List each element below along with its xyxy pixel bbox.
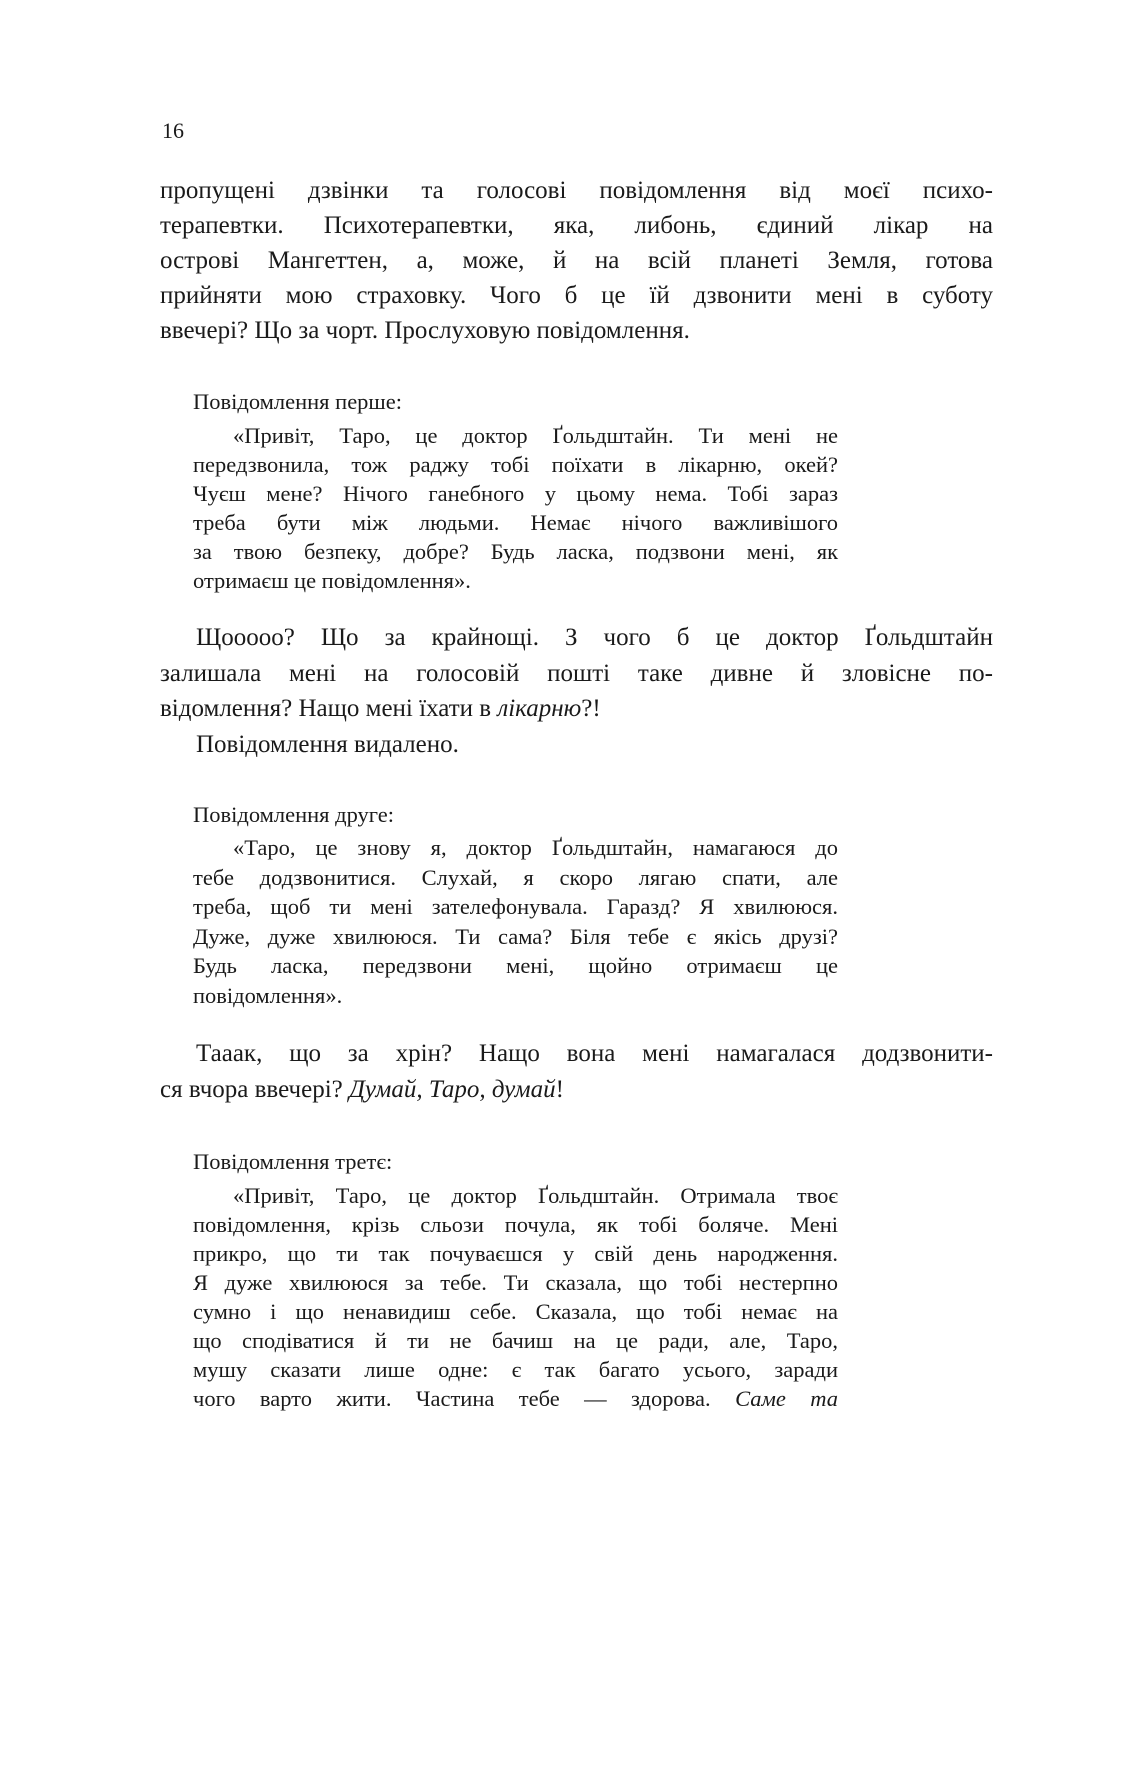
message-heading: Повідомлення перше: <box>193 389 402 414</box>
message-line: передзвонила, тож раджу тобі поїхати в лікарню, окей? <box>193 452 838 477</box>
text-line: терапевтки. Психотерапевтки, яка, либонь, єдиний лікар на <box>160 212 993 239</box>
text-line: пропущені дзвінки та голосові повідомлення від моєї психо- <box>160 177 993 204</box>
message-line: повідомлення, крізь сльози почула, як тобі боляче. Мені <box>193 1212 838 1237</box>
message-line: Чуєш мене? Нічого ганебного у цьому нема. Тобі зараз <box>193 481 838 506</box>
text-span: ?! <box>581 695 601 722</box>
message-line: мушу сказати лише одне: є так багато усього, заради <box>193 1357 838 1382</box>
message-line: прикро, що ти так почуваєшся у свій день народження. <box>193 1241 838 1266</box>
text-line: Щоoooo? Що за крайнощі. З чого б це доктор Ґольдштайн <box>196 624 993 651</box>
message-line: Дуже, дуже хвилююся. Ти сама? Біля тебе є якісь друзі? <box>193 924 838 949</box>
message-line: «Привіт, Таро, це доктор Ґольдштайн. Отримала твоє <box>233 1183 838 1208</box>
text-line: Повідомлення видалено. <box>196 731 459 758</box>
text-span: чого варто жити. Частина тебе — здорова. <box>193 1386 736 1411</box>
message-heading: Повідомлення третє: <box>193 1149 393 1174</box>
text-span: відомлення? Нащо мені їхати в <box>160 695 498 722</box>
italic-emphasis: Саме та <box>735 1386 839 1411</box>
message-line: «Привіт, Таро, це доктор Ґольдштайн. Ти мені не <box>233 423 838 448</box>
text-line: залишала мені на голосовій пошті таке дивне й зловісне по- <box>160 660 993 687</box>
message-line <box>193 1384 838 1414</box>
italic-emphasis: Думай, Таро, думай <box>349 1076 556 1103</box>
text-line <box>160 694 993 724</box>
message-line: що сподіватися й ти не бачиш на це ради, але, Таро, <box>193 1328 838 1353</box>
message-line: Будь ласка, передзвони мені, щойно отримаєш це <box>193 953 838 978</box>
message-line: треба, щоб ти мені зателефонувала. Гаразд? Я хвилююся. <box>193 894 838 919</box>
text-line <box>160 1075 993 1105</box>
message-line: Я дуже хвилююся за тебе. Ти сказала, що тобі нестерпно <box>193 1270 838 1295</box>
text-line: прийняти мою страховку. Чого б це їй дзвонити мені в суботу <box>160 282 993 309</box>
message-line: повідомлення». <box>193 983 343 1008</box>
text-span: ! <box>555 1076 564 1103</box>
message-heading: Повідомлення друге: <box>193 802 394 827</box>
italic-emphasis: лікарню <box>497 695 582 722</box>
message-line: сумно і що ненавидиш себе. Сказала, що тобі немає на <box>193 1299 838 1324</box>
message-line: отримаєш це повідомлення». <box>193 568 471 593</box>
message-line: тебе додзвонитися. Слухай, я скоро лягаю спати, але <box>193 865 838 890</box>
text-line: острові Мангеттен, а, може, й на всій планеті Земля, готова <box>160 247 993 274</box>
message-line: «Таро, це знову я, доктор Ґольдштайн, намагаюся до <box>233 835 838 860</box>
text-line: ввечері? Що за чорт. Прослуховую повідомлення. <box>160 317 690 344</box>
message-line: треба бути між людьми. Немає нічого важливішого <box>193 510 838 535</box>
text-span: ся вчора ввечері? <box>160 1076 350 1103</box>
message-line: за твою безпеку, добре? Будь ласка, подзвони мені, як <box>193 539 838 564</box>
text-line: Тааак, що за хрін? Нащо вона мені намагалася додзвонити- <box>196 1040 993 1067</box>
page-number: 16 <box>162 118 184 143</box>
